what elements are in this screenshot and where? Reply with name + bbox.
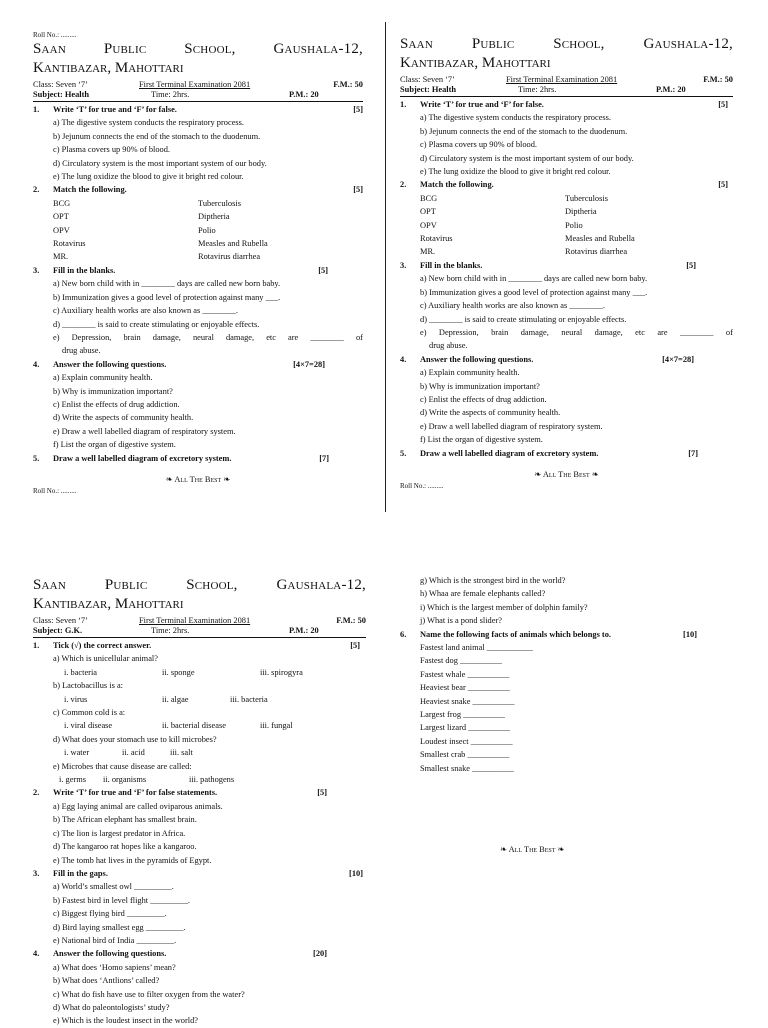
school-name	[33, 576, 366, 595]
gk-paper	[33, 576, 366, 1028]
question-item: b) Jejunum connects the end of the stomach to the duodenum.	[53, 131, 261, 141]
question-item: c) Plasma covers up 90% of blood.	[420, 140, 537, 150]
school-word: Saan	[400, 36, 433, 52]
school-word: Public	[104, 577, 148, 593]
question-item: b) Why is immunization important?	[53, 386, 173, 396]
question-item: j) What is a pond slider?	[420, 616, 502, 626]
question-heading: 2. Match the following. [5]	[33, 185, 363, 195]
question-item: a) Explain community health.	[53, 373, 153, 383]
page-divider	[385, 22, 386, 512]
question-item: b) Fastest bird in level flight _________.	[53, 895, 191, 905]
question-item: c) The lion is largest predator in Africa.	[53, 828, 186, 838]
question-item: d) What does your stomach use to kill microbes?	[53, 734, 217, 744]
time-label: Time: 2hrs.	[518, 85, 557, 94]
question-item: f) List the organ of digestive system.	[420, 435, 543, 445]
question-item: d) Bird laying smallest egg _________.	[53, 922, 186, 932]
school-address: Kantibazar, Mahottari	[33, 596, 184, 612]
question-heading: 6. Name the following facts of animals which belongs to. [10]	[400, 629, 697, 639]
exam-title: First Terminal Examination 2081	[139, 616, 251, 625]
question-heading: 1. Write ‘T’ for true and ‘F’ for false. [5]	[33, 105, 363, 114]
question-item: b) Immunization gives a good level of protection against many ___.	[53, 292, 281, 302]
question-item: d) The kangaroo rat hopes like a kangaroo.	[53, 842, 197, 852]
question-item: i) Which is the largest member of dolphin family?	[420, 602, 588, 612]
question-item: Fastest dog __________	[420, 656, 502, 666]
subject-label: Subject: G.K.	[33, 626, 83, 635]
question-item: b) The African elephant has smallest brain.	[53, 815, 197, 825]
question-heading: 2. Match the following. [5]	[400, 180, 728, 190]
question-item: d) Write the aspects of community health.	[420, 408, 561, 418]
roll-number: Roll No.: .........	[33, 31, 77, 39]
question-item: e) The lung oxidize the blood to give it bright red colour.	[420, 167, 611, 177]
school-word: Gaushala-12,	[643, 36, 733, 52]
question-item: f) List the organ of digestive system.	[53, 440, 176, 450]
question-item: d) Write the aspects of community health.	[53, 413, 194, 423]
school-address: Kantibazar, Mahottari	[33, 60, 184, 76]
answer-options: i. viral disease ii. bacterial disease iii. fungal	[64, 721, 293, 731]
all-the-best: ❧ All The Best ❧	[165, 474, 231, 484]
school-word: School,	[184, 41, 236, 57]
answer-options: i. bacteria ii. sponge iii. spirogyra	[64, 667, 303, 677]
question-item: h) Whaa are female elephants called?	[420, 589, 546, 599]
question-item: d) ________ is said to create stimulating or enjoyable effects.	[53, 319, 260, 329]
answer-options: i. germs ii. organisms iii. pathogens	[59, 775, 235, 785]
question-heading: 4. Answer the following questions. [20]	[33, 949, 327, 959]
class-label: Class: Seven ‘7’	[400, 75, 455, 84]
question-heading: 3. Fill in the blanks. [5]	[400, 260, 696, 270]
question-item: e) Depression, brain damage, neural damage, etc are ________ of	[53, 332, 363, 342]
question-item: b) Why is immunization important?	[420, 381, 540, 391]
question-item: d) Circulatory system is the most important system of our body.	[53, 158, 267, 168]
answer-options: i. water ii. acid iii. salt	[64, 748, 193, 758]
subject-label: Subject: Health	[400, 85, 457, 94]
school-address: Kantibazar, Mahottari	[400, 55, 551, 71]
question-item: e) Depression, brain damage, neural damage, etc are ________ of	[420, 327, 733, 337]
question-item: d) What do paleontologists’ study?	[53, 1002, 170, 1012]
question-item: Largest frog __________	[420, 710, 505, 720]
question-item: e) Microbes that cause disease are called:	[53, 761, 192, 771]
question-item: g) Which is the strongest bird in the world?	[420, 576, 566, 585]
question-heading: 3. Fill in the blanks. [5]	[33, 265, 328, 275]
question-item: c) Plasma covers up 90% of blood.	[53, 145, 170, 155]
exam-title: First Terminal Examination 2081	[139, 80, 251, 89]
question-item: a) World’s smallest owl _________.	[53, 882, 174, 892]
question-item: b) What does ‘Antlions’ called?	[53, 976, 160, 986]
question-heading: 2. Write ‘T’ for true and ‘F’ for false statements. [5]	[33, 788, 327, 798]
gk-paper-continued	[400, 574, 700, 775]
full-marks: F.M.: 50	[336, 616, 366, 625]
school-word: Public	[103, 41, 147, 57]
question-item: a) Explain community health.	[420, 368, 520, 378]
answer-options: i. virus ii. algae iii. bacteria	[64, 694, 268, 704]
question-item: e) Draw a well labelled diagram of respiratory system.	[53, 426, 236, 436]
class-label: Class: Seven ‘7’	[33, 80, 88, 89]
health-paper-right	[400, 35, 733, 491]
question-item: a) What does ‘Homo sapiens’ mean?	[53, 962, 176, 972]
match-table: BCG Tuberculosis OPT Diptheria OPV Polio Rotavirus Measles and Rubella MR. Rotavirus diarrhea	[420, 193, 635, 257]
roll-number: Roll No.: .........	[33, 487, 77, 496]
question-item: e) The lung oxidize the blood to give it bright red colour.	[53, 172, 244, 182]
question-item: Heaviest snake __________	[420, 696, 515, 706]
school-word: School,	[186, 577, 238, 593]
question-item-continued: drug abuse.	[62, 346, 101, 356]
question-item: c) What do fish have use to filter oxygen from the water?	[53, 989, 245, 999]
question-item: Smallest snake __________	[420, 763, 514, 773]
match-table: BCG Tuberculosis OPT Diptheria OPV Polio Rotavirus Measles and Rubella MR. Rotavirus diarrhea	[53, 198, 268, 262]
question-item: b) Lactobacillus is a:	[53, 681, 124, 691]
question-item: e) Which is the loudest insect in the world?	[53, 1016, 198, 1026]
school-word: Gaushala-12,	[276, 577, 366, 593]
question-item: b) Immunization gives a good level of protection against many ___.	[420, 287, 648, 297]
question-item: c) Auxiliary health works are also known as ________.	[53, 306, 238, 316]
health-paper-left	[33, 31, 363, 496]
school-word: Saan	[33, 41, 66, 57]
pass-marks: P.M.: 20	[656, 85, 686, 94]
pass-marks: P.M.: 20	[289, 626, 319, 635]
school-word: Public	[471, 36, 515, 52]
question-item: Heaviest bear __________	[420, 683, 510, 693]
question-item: a) New born child with in ________ days are called new born baby.	[420, 274, 648, 284]
time-label: Time: 2hrs.	[151, 626, 190, 635]
question-heading: 1. Tick (√) the correct answer. [5]	[33, 641, 360, 650]
question-item: d) ________ is said to create stimulating or enjoyable effects.	[420, 314, 627, 324]
header-rule	[400, 96, 733, 97]
question-item: e) Draw a well labelled diagram of respiratory system.	[420, 421, 603, 431]
header-rule	[33, 637, 366, 638]
question-item: c) Enlist the effects of drug addiction.	[53, 399, 180, 409]
question-item: c) Biggest flying bird _________.	[53, 909, 167, 919]
question-heading: 4. Answer the following questions. [4×7=28]	[33, 359, 325, 369]
exam-header	[33, 80, 363, 100]
question-item: a) The digestive system conducts the respiratory process.	[420, 113, 612, 123]
pass-marks: P.M.: 20	[289, 90, 319, 99]
all-the-best: ❧ All The Best ❧	[534, 469, 599, 479]
class-label: Class: Seven ‘7’	[33, 616, 88, 625]
question-item: Largest lizard __________	[420, 723, 511, 733]
school-name	[400, 35, 733, 54]
school-word: School,	[553, 36, 605, 52]
question-item-continued: drug abuse.	[429, 341, 468, 351]
school-word: Saan	[33, 577, 66, 593]
question-heading: 4. Answer the following questions. [4×7=28]	[400, 354, 694, 364]
question-item: d) Circulatory system is the most important system of our body.	[420, 153, 634, 163]
exam-header	[400, 75, 733, 95]
full-marks: F.M.: 50	[703, 75, 733, 84]
question-heading: 3. Fill in the gaps. [10]	[33, 868, 363, 878]
question-heading: 5. Draw a well labelled diagram of excretory system. [7]	[33, 453, 329, 463]
question-heading: 1. Write ‘T’ for true and ‘F’ for false. [5]	[400, 100, 728, 109]
question-item: Fastest whale __________	[420, 669, 510, 679]
question-item: Fastest land animal ___________	[420, 643, 533, 653]
question-item: a) Egg laying animal are called oviparous animals.	[53, 801, 223, 811]
all-the-best: ❧ All The Best ❧	[500, 845, 565, 854]
question-item: b) Jejunum connects the end of the stomach to the duodenum.	[420, 126, 628, 136]
question-item: Loudest insect __________	[420, 736, 513, 746]
question-item: c) Common cold is a:	[53, 708, 126, 718]
question-item: Smallest crab __________	[420, 750, 510, 760]
exam-title: First Terminal Examination 2081	[506, 75, 618, 84]
question-heading: 5. Draw a well labelled diagram of excretory system. [7]	[400, 448, 698, 458]
question-item: e) The tomb hat lives in the pyramids of Egypt.	[53, 855, 212, 865]
exam-header	[33, 616, 366, 636]
question-item: c) Enlist the effects of drug addiction.	[420, 394, 547, 404]
question-item: a) The digestive system conducts the respiratory process.	[53, 118, 245, 128]
question-item: e) National bird of India _________.	[53, 935, 177, 945]
full-marks: F.M.: 50	[333, 80, 363, 89]
school-name	[33, 40, 363, 59]
question-item: c) Auxiliary health works are also known as ________.	[420, 301, 605, 311]
question-item: a) New born child with in ________ days are called new born baby.	[53, 279, 281, 289]
question-item: a) Which is unicellular animal?	[53, 654, 158, 664]
subject-label: Subject: Health	[33, 90, 90, 99]
school-word: Gaushala-12,	[273, 41, 363, 57]
roll-number: Roll No.: .........	[400, 482, 444, 491]
header-rule	[33, 101, 363, 102]
time-label: Time: 2hrs.	[151, 90, 190, 99]
